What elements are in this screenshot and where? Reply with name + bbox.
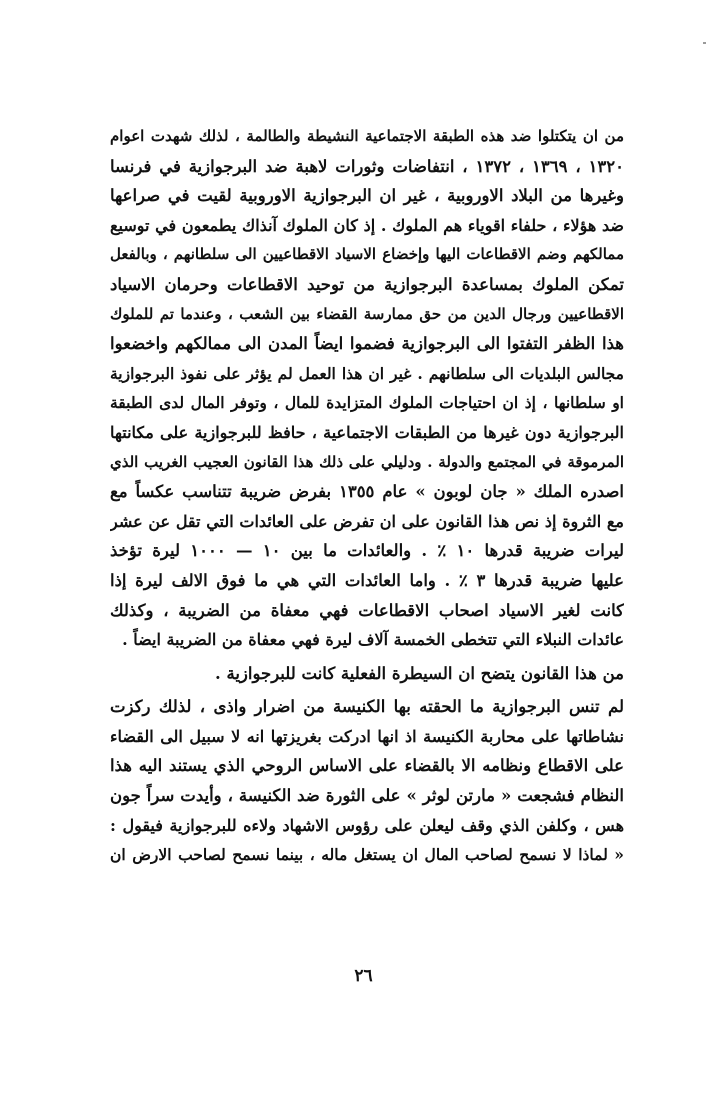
text-line: من هذا القانون يتضح ان السيطرة الفعلية كانت للبرجوازية .: [214, 663, 624, 683]
text-line: ١٣٢٠ ، ١٣٦٩ ، ١٣٧٢ ، انتفاضات وثورات لاهبة ضد البرجوازية في فرنسا: [110, 156, 624, 176]
page-number: ٢٦: [354, 966, 373, 986]
text-line: على الاقطاع ونظامه الا بالقضاء على الاساس الروحي الذي يستند اليه هذا: [110, 756, 624, 776]
text-line: نشاطاتها على محاربة الكنيسة اذ انها ادركت بغريزتها انه لا سبيل الى القضاء: [110, 726, 624, 746]
text-line: عائدات النبلاء التي تتخطى الخمسة آلاف ليرة فهي معفاة من الضريبة ايضاً .: [122, 630, 624, 650]
text-line: « لماذا لا نسمح لصاحب المال ان يستغل ماله ، بينما نسمح لصاحب الارض ان: [110, 845, 624, 865]
text-line: البرجوازية دون غيرها من الطبقات الاجتماعية ، حافظ للبرجوازية على مكانتها: [110, 422, 624, 442]
text-line: مجالس البلديات الى سلطانهم . غير ان هذا العمل لم يؤثر على نفوذ البرجوازية: [110, 363, 624, 383]
text-line: او سلطانها ، إذ ان احتياجات الملوك المتزايدة للمال ، وتوفر المال لدى الطبقة: [110, 393, 624, 413]
text-line: تمكن الملوك بمساعدة البرجوازية من توحيد الاقطاعات وحرمان الاسياد: [110, 274, 624, 294]
text-line: من ان يتكتلوا ضد هذه الطبقة الاجتماعية النشيطة والطالمة ، لذلك شهدت اعوام: [110, 127, 624, 145]
body-text: [110, 122, 624, 870]
text-line: ممالكهم وضم الاقطاعات اليها وإخضاع الاسياد الاقطاعيين الى سلطانهم ، وبالفعل: [110, 245, 624, 264]
text-line: هذا الظفر التفتوا الى البرجوازية فضموا ايضاً المدن الى ممالكهم واخضعوا: [110, 334, 624, 354]
text-line: مع الثروة إذ نص هذا القانون على ان تفرض على العائدات التي تقل عن عشر: [110, 511, 624, 531]
text-line: النظام فشجعت « مارتن لوثر » على الثورة ضد الكنيسة ، وأيدت سراً جون: [110, 786, 624, 806]
paragraph: [110, 122, 624, 655]
text-line: لم تنس البرجوازية ما الحقته بها الكنيسة من اضرار واذى ، لذلك ركزت: [110, 697, 624, 717]
paragraph: [110, 692, 624, 870]
text-line: هس ، وكلفن الذي وقف ليعلن على رؤوس الاشهاد ولاءه للبرجوازية فيقول :: [110, 815, 624, 835]
scan-speck: [703, 42, 706, 44]
text-line: وغيرها من البلاد الاوروبية ، غير ان البرجوازية الاوروبية لقيت في صراعها: [110, 186, 624, 206]
text-line: كانت لغير الاسياد اصحاب الاقطاعات فهي معفاة من الضريبة ، وكذلك: [110, 600, 624, 620]
text-line: ضد هؤلاء ، حلفاء اقوياء هم الملوك . إذ كان الملوك آنذاك يطمعون في توسيع: [110, 215, 624, 235]
text-line: ليرات ضريبة قدرها ١٠ ٪ . والعائدات ما بين ١٠ — ١٠٠٠ ليرة تؤخذ: [110, 541, 624, 561]
paragraph: [110, 659, 624, 689]
text-line: المرموقة في المجتمع والدولة . ودليلي على ذلك هذا القانون العجيب الغريب الذي: [110, 452, 624, 471]
text-line: الاقطاعيين ورجال الدين من حق ممارسة القضاء بين الشعب ، وعندما تم للملوك: [110, 304, 624, 323]
text-line: اصدره الملك « جان لوبون » عام ١٣٥٥ بفرض ضريبة تتناسب عكساً مع: [110, 482, 624, 502]
text-line: عليها ضريبة قدرها ٣ ٪ . واما العائدات التي هي ما فوق الالف ليرة إذا: [110, 570, 624, 590]
